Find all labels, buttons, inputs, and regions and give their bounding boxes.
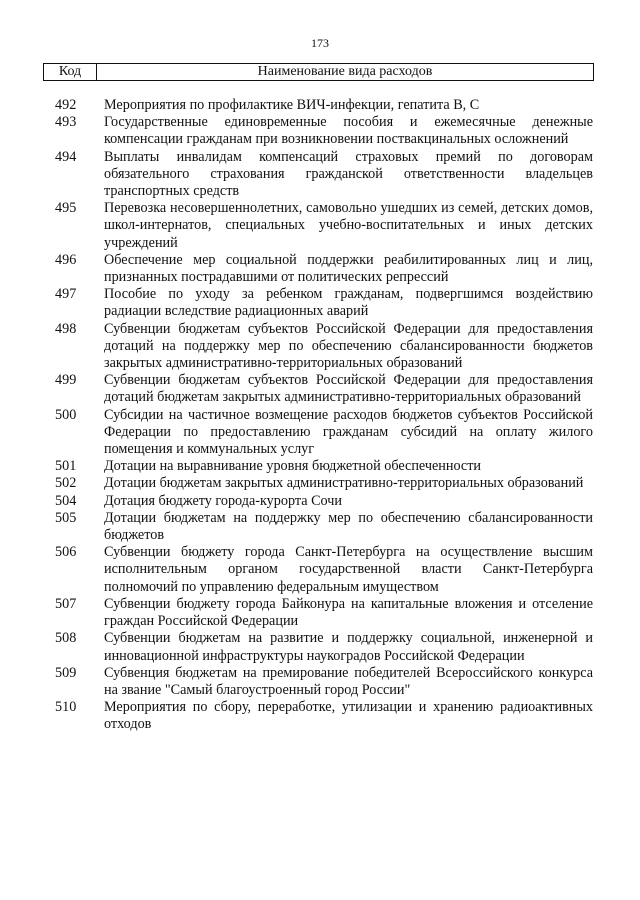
- table-row: [55, 510, 593, 544]
- column-header-code: Код: [44, 64, 97, 80]
- table-header: [43, 63, 594, 81]
- row-code: 508: [55, 630, 77, 647]
- row-code: 506: [55, 544, 77, 561]
- row-code: 504: [55, 492, 77, 509]
- row-description: Мероприятия по профилактике ВИЧ-инфекции, гепатита В, С: [104, 97, 480, 113]
- row-description: Выплаты инвалидам компенсаций страховых премий по договорам обязательного страхования гражданской ответственности владельцев транспортных средств: [104, 148, 593, 200]
- table-row: [55, 699, 593, 733]
- row-code: 493: [55, 114, 77, 131]
- table-row: [55, 458, 593, 475]
- row-code: 507: [55, 595, 77, 612]
- table-row: [55, 114, 593, 148]
- column-header-name: Наименование вида расходов: [257, 64, 433, 79]
- table-row: [55, 630, 593, 664]
- table-row: [55, 544, 593, 596]
- row-code: 496: [55, 251, 77, 268]
- row-description: Перевозка несовершеннолетних, самовольно ушедших из семей, детских домов, школ-интернатов, специальных учебно-воспитательных и иных детских учреждений: [104, 200, 593, 251]
- row-code: 500: [55, 406, 77, 423]
- table-row: [55, 97, 593, 114]
- row-description: Дотации бюджетам на поддержку мер по обеспечению сбалансированности бюджетов: [104, 509, 593, 544]
- row-description: Пособие по уходу за ребенком гражданам, подвергшимся воздействию радиации вследствие радиационных аварий: [104, 286, 593, 320]
- row-description: Мероприятия по сбору, переработке, утилизации и хранению радиоактивных отходов: [104, 699, 593, 733]
- row-code: 499: [55, 372, 77, 389]
- row-description: Субвенции бюджетам субъектов Российской Федерации для предоставления дотаций бюджетам закрытых административно-территориальных образований: [104, 372, 593, 406]
- row-description: Субвенции бюджетам субъектов Российской Федерации для предоставления дотаций на поддержку мер по обеспечению сбалансированности бюджетов закрытых административно-территориальных образований: [104, 320, 593, 372]
- table-row: [55, 286, 593, 320]
- row-code: 498: [55, 320, 77, 337]
- table-row: [55, 252, 593, 286]
- row-code: 492: [55, 97, 77, 113]
- row-code: 495: [55, 200, 77, 217]
- row-description: Субвенции бюджетам на развитие и поддержку социальной, инженерной и инновационной инфраструктуры наукоградов Российской Федерации: [104, 630, 593, 664]
- table-row: [55, 493, 593, 510]
- table-row: [55, 475, 593, 492]
- row-code: 509: [55, 664, 77, 681]
- row-description: Дотации на выравнивание уровня бюджетной обеспеченности: [104, 458, 482, 475]
- expense-type-list: [55, 97, 593, 734]
- row-code: 505: [55, 509, 77, 526]
- row-description: Дотация бюджету города-курорта Сочи: [104, 492, 342, 509]
- row-description: Дотации бюджетам закрытых административно-территориальных образований: [104, 475, 584, 492]
- row-code: 497: [55, 286, 77, 303]
- row-description: Субвенции бюджету города Байконура на капитальные вложения и отселение граждан Российской Федерации: [104, 595, 593, 630]
- table-row: [55, 200, 593, 252]
- row-description: Государственные единовременные пособия и ежемесячные денежные компенсации гражданам при возникновении поствакцинальных осложнений: [104, 114, 593, 148]
- page-number: 173: [311, 36, 329, 50]
- table-row: [55, 321, 593, 373]
- row-description: Субсидии на частичное возмещение расходов бюджетов субъектов Российской Федерации по предоставлению гражданам субсидий на оплату жилого помещения и коммунальных услуг: [104, 406, 593, 458]
- table-row: [55, 665, 593, 699]
- table-row: [55, 372, 593, 406]
- row-code: 510: [55, 699, 77, 716]
- table-row: [55, 407, 593, 459]
- row-description: Обеспечение мер социальной поддержки реабилитированных лиц и лиц, признанных пострадавшими от политических репрессий: [104, 251, 593, 286]
- row-code: 501: [55, 458, 77, 475]
- table-row: [55, 149, 593, 201]
- table-row: [55, 596, 593, 630]
- row-description: Субвенции бюджету города Санкт-Петербурга на осуществление высшим исполнительным органом государственной власти Санкт-Петербурга полномочий по управлению федеральным имуществом: [104, 544, 593, 595]
- row-description: Субвенция бюджетам на премирование победителей Всероссийского конкурса на звание "Самый благоустроенный город России": [104, 664, 593, 698]
- row-code: 502: [55, 475, 77, 492]
- row-code: 494: [55, 148, 77, 165]
